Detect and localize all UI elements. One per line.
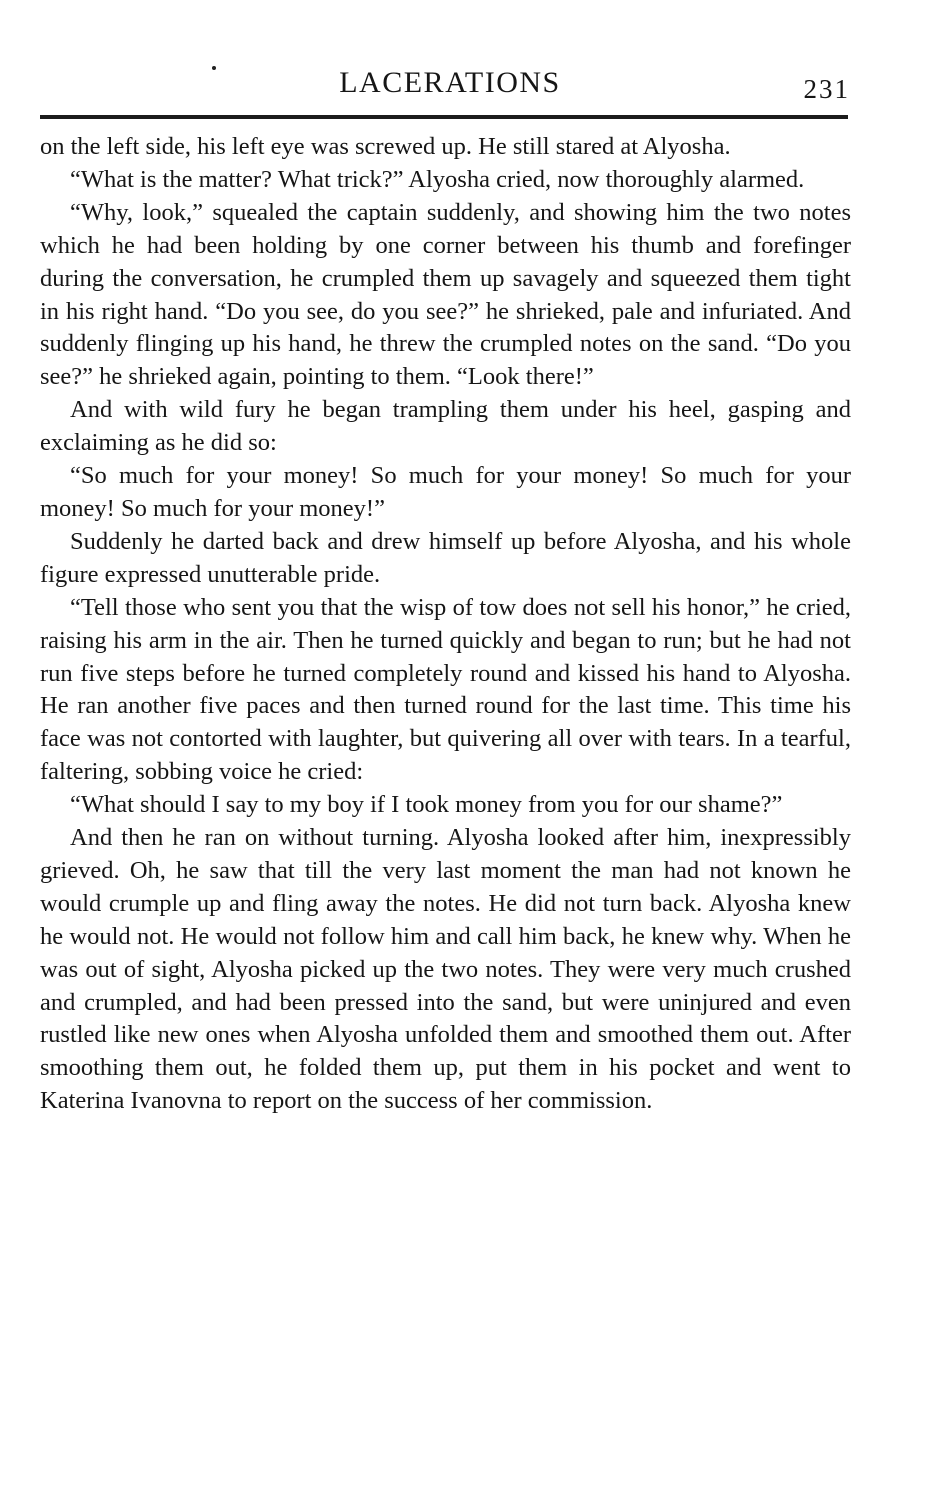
paragraph: And then he ran on without turning. Alyosha looked after him, inexpressibly grieved. Oh, he saw that till the very last moment the man had not known he would crumple up and fling away the notes. He did not turn back. Alyosha knew he would not. He would not follow him and call him back, he knew why. When he was out of sight, Alyosha picked up the two notes. They were very much crushed and crumpled, and had been pressed into the sand, but were uninjured and even rustled like new ones when Alyosha unfolded them and smoothed them out. After smoothing them out, he folded them up, put them in his pocket and went to Katerina Ivanovna to report on the success of her commission. [40, 824, 851, 1115]
paragraph: “Why, look,” squealed the captain suddenly, and showing him the two notes which he had been holding by one corner between his thumb and forefinger during the conversation, he crumpled them up savagely and squeezed them tight in his right hand. “Do you see, do you see?” he shrieked, pale and infuriated. And suddenly flinging up his hand, he threw the crumpled notes on the sand. “Do you see?” he shrieked again, pointing to them. “Look there!” [40, 198, 851, 391]
paragraph: “So much for your money! So much for your money! So much for your money! So much for your money!” [40, 462, 851, 522]
body-text [40, 131, 851, 1118]
page-number: 231 [803, 74, 850, 104]
paragraph-continued: on the left side, his left eye was screwed up. He still stared at Alyosha. [40, 133, 731, 160]
paragraph: “Tell those who sent you that the wisp of tow does not sell his honor,” he cried, raising his arm in the air. Then he turned quickly and began to run; but he had not run five steps before he turned completely round and kissed his hand to Alyosha. He ran another five paces and then turned round for the last time. This time his face was not contorted with laughter, but quivering all over with tears. In a tearful, faltering, sobbing voice he cried: [40, 593, 851, 786]
page-header [40, 66, 860, 110]
paragraph: And with wild fury he began trampling them under his heel, gasping and exclaiming as he did so: [40, 396, 851, 457]
running-head: LACERATIONS [339, 66, 561, 99]
header-rule [40, 115, 848, 119]
paragraph: “What should I say to my boy if I took money from you for our shame?” [70, 791, 783, 819]
paragraph: Suddenly he darted back and drew himself up before Alyosha, and his whole figure expressed unutterable pride. [40, 527, 851, 588]
paragraph: “What is the matter? What trick?” Alyosha cried, now thoroughly alarmed. [70, 165, 805, 193]
